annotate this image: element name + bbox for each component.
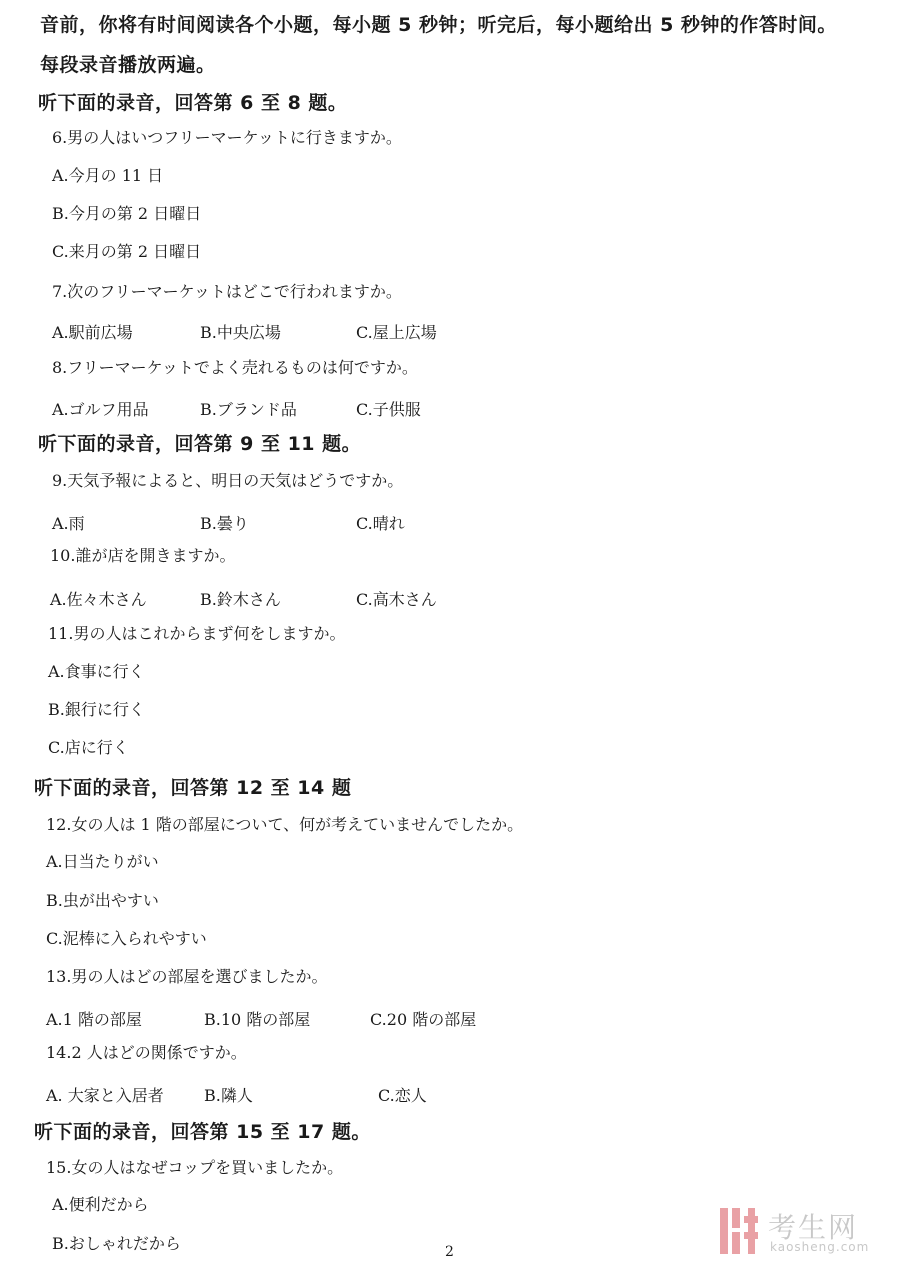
option-12b: B.虫が出やすい [46, 891, 159, 910]
option-7c: C.屋上広場 [356, 323, 437, 342]
option-14a: A. 大家と入居者 [46, 1086, 164, 1105]
option-12c: C.泥棒に入られやすい [46, 929, 207, 948]
option-14c: C.恋人 [378, 1086, 427, 1105]
watermark-subtext: kaosheng.com [770, 1240, 870, 1254]
option-10a: A.佐々木さん [50, 590, 147, 609]
section-heading: 听下面的录音，回答第 12 至 14 题 [34, 777, 352, 799]
page-number: 2 [445, 1244, 454, 1260]
option-15a: A.便利だから [52, 1195, 149, 1214]
option-14b: B.隣人 [204, 1086, 253, 1105]
option-13a: A.1 階の部屋 [46, 1010, 142, 1029]
question-9: 9.天気予報によると、明日の天気はどうですか。 [52, 471, 404, 490]
watermark-text: 考生网 [768, 1211, 859, 1244]
question-12: 12.女の人は 1 階の部屋について、何が考えていませんでしたか。 [46, 815, 524, 834]
option-11b: B.銀行に行く [48, 700, 145, 719]
instructions-line-2: 每段录音播放两遍。 [40, 54, 216, 76]
section-heading: 听下面的录音，回答第 9 至 11 题。 [38, 433, 362, 455]
option-11a: A.食事に行く [48, 662, 145, 681]
option-13b: B.10 階の部屋 [204, 1010, 311, 1029]
option-6c: C.来月の第 2 日曜日 [52, 242, 202, 261]
option-6b: B.今月の第 2 日曜日 [52, 204, 202, 223]
option-15b: B.おしゃれだから [52, 1234, 181, 1253]
question-11: 11.男の人はこれからまず何をしますか。 [48, 624, 346, 643]
option-9a: A.雨 [52, 514, 85, 533]
question-7: 7.次のフリーマーケットはどこで行われますか。 [52, 282, 402, 301]
option-13c: C.20 階の部屋 [370, 1010, 477, 1029]
option-7a: A.駅前広場 [52, 323, 133, 342]
watermark [718, 1206, 888, 1258]
option-8a: A.ゴルフ用品 [52, 400, 149, 419]
instructions-line-1: 音前，你将有时间阅读各个小题，每小题 5 秒钟；听完后，每小题给出 5 秒钟的作答时间。 [40, 14, 837, 36]
option-10b: B.鈴木さん [200, 590, 281, 609]
question-13: 13.男の人はどの部屋を選びましたか。 [46, 967, 328, 986]
option-9b: B.曇り [200, 514, 249, 533]
option-11c: C.店に行く [48, 738, 129, 757]
question-10: 10.誰が店を開きますか。 [50, 546, 236, 565]
option-7b: B.中央広場 [200, 323, 281, 342]
watermark-logo-icon [718, 1208, 760, 1254]
question-14: 14.2 人はどの関係ですか。 [46, 1043, 247, 1062]
question-15: 15.女の人はなぜコップを買いましたか。 [46, 1158, 344, 1177]
option-9c: C.晴れ [356, 514, 405, 533]
section-heading: 听下面的录音，回答第 6 至 8 题。 [38, 92, 348, 114]
question-6: 6.男の人はいつフリーマーケットに行きますか。 [52, 128, 402, 147]
option-8c: C.子供服 [356, 400, 421, 419]
option-12a: A.日当たりがい [46, 852, 159, 871]
option-10c: C.高木さん [356, 590, 437, 609]
option-8b: B.ブランド品 [200, 400, 297, 419]
question-8: 8.フリーマーケットでよく売れるものは何ですか。 [52, 358, 418, 377]
section-heading: 听下面的录音，回答第 15 至 17 题。 [34, 1121, 371, 1143]
option-6a: A.今月の 11 日 [52, 166, 164, 185]
